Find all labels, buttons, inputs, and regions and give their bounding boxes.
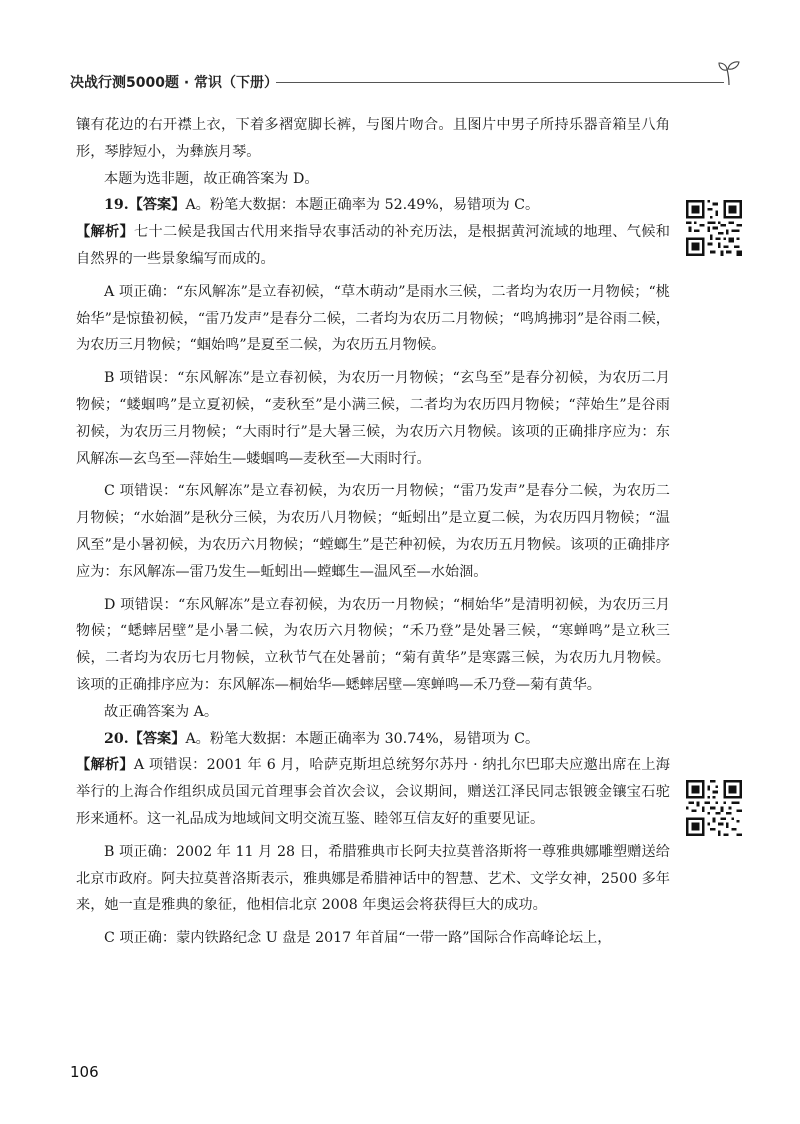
analysis-text: A 项错误：2001 年 6 月，哈萨克斯坦总统努尔苏丹 · 纳扎尔巴耶夫应邀出席在上海举行的上海合作组织成员国元首理事会首次会议，会议期间，赠送江泽民同志银镀金镶宝石驼形来通杯。这一礼品成为地域间文明交流互鉴、睦邻互信友好的重要见证。 <box>76 757 670 827</box>
analysis-paragraph <box>76 752 670 832</box>
answer-line-20 <box>76 726 670 753</box>
answer-text: A。粉笔大数据：本题正确率为 52.49%，易错项为 C。 <box>185 197 540 214</box>
running-title: 决战行测5000题 · 常识（下册） <box>70 75 279 91</box>
option-c-paragraph: C 项错误：“东风解冻”是立春初候，为农历一月物候；“雷乃发声”是春分二候，为农历二月物候；“水始涸”是秋分三候，为农历八月物候；“蚯蚓出”是立夏二候，为农历四月物候；“温风至”是小暑初候，为农历六月物候；“螳螂生”是芒种初候，为农历五月物候。该项的正确排序应为：东风解冻—雷乃发生—蚯蚓出—螳螂生—温风至—水始涸。 <box>76 483 670 580</box>
option-c-paragraph: C 项正确：蒙内铁路纪念 U 盘是 2017 年首届“一带一路”国际合作高峰论坛上， <box>104 930 612 947</box>
header-divider <box>276 82 724 83</box>
paragraph: 本题为选非题，故正确答案为 D。 <box>104 170 319 187</box>
page-number: 106 <box>70 1063 99 1081</box>
option-b-paragraph: B 项正确：2002 年 11 月 28 日，希腊雅典市长阿夫拉莫普洛斯将一尊雅典娜雕塑赠送给北京市政府。阿夫拉莫普洛斯表示，雅典娜是希腊神话中的智慧、艺术、文学女神，2500 多年来，她一直是雅典的象征，他相信北京 2008 年奥运会将获得巨大的成功。 <box>76 843 670 914</box>
answer-explanation-body <box>76 112 670 952</box>
option-d-paragraph: D 项错误：“东风解冻”是立春初候，为农历一月物候；“桐始华”是清明初候，为农历三月物候；“蟋蟀居壁”是小暑二候，为农历六月物候；“禾乃登”是处暑三候，“寒蝉鸣”是立秋三候，二者均为农历七月物候，立秋节气在处暑前；“菊有黄华”是寒露三候，为农历九月物候。该项的正确排序应为：东风解冻—桐始华—蟋蟀居壁—寒蝉鸣—禾乃登—菊有黄华。 <box>76 596 670 693</box>
answer-line-19 <box>76 192 670 219</box>
sprout-icon <box>718 60 740 86</box>
analysis-paragraph <box>76 219 670 273</box>
qr-code-icon[interactable] <box>686 780 742 836</box>
conclusion-paragraph: 故正确答案为 A。 <box>104 703 219 720</box>
answer-label: 20.【答案】 <box>104 730 186 747</box>
option-a-paragraph: A 项正确：“东风解冻”是立春初候，“草木萌动”是雨水三候，二者均为农历一月物候；“桃始华”是惊蛰初候，“雷乃发声”是春分二候，二者均为农历二月物候；“鸣鸠拂羽”是谷雨二候，为农历三月物候；“蝈始鸣”是夏至二候，为农历五月物候。 <box>76 283 670 354</box>
paragraph: 镶有花边的右开襟上衣，下着多褶宽脚长裤，与图片吻合。且图片中男子所持乐器音箱呈八角形，琴脖短小，为彝族月琴。 <box>76 117 670 160</box>
analysis-text: 七十二候是我国古代用来指导农事活动的补充历法，是根据黄河流域的地理、气候和自然界的一些景象编写而成的。 <box>76 224 670 267</box>
answer-text: A。粉笔大数据：本题正确率为 30.74%，易错项为 C。 <box>185 730 540 747</box>
analysis-label: 【解析】 <box>76 224 134 241</box>
page-header <box>70 60 740 100</box>
analysis-label: 【解析】 <box>76 757 134 774</box>
option-b-paragraph: B 项错误：“东风解冻”是立春初候，为农历一月物候；“玄鸟至”是春分初候，为农历二月物候；“蝼蝈鸣”是立夏初候，“麦秋至”是小满三候，二者均为农历四月物候；“萍始生”是谷雨初候，为农历三月物候；“大雨时行”是大暑三候，为农历六月物候。该项的正确排序应为：东风解冻—玄鸟至—萍始生—蝼蝈鸣—麦秋至—大雨时行。 <box>76 370 670 467</box>
qr-code-icon[interactable] <box>686 200 742 256</box>
answer-label: 19.【答案】 <box>104 197 186 214</box>
